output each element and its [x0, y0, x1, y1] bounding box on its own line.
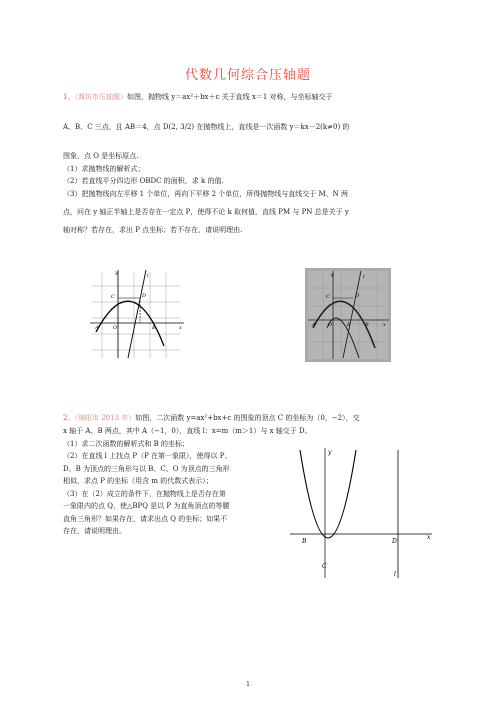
- fig3-label-x: x: [427, 534, 431, 541]
- fig2-label-a: A: [312, 322, 316, 328]
- problem-2-question-3d: 存在，请说明理由。: [63, 527, 126, 535]
- problem-1-number: 1、: [63, 93, 75, 101]
- fig2-label-c: C: [326, 294, 330, 300]
- problem-1-question-2: （2）若直线平分四边形 OBDC 的面积，求 k 的值.: [63, 177, 224, 185]
- fig1-label-y: y: [115, 270, 118, 276]
- problem-2-question-1: （1）求二次函数的解析式和 B 的坐标；: [63, 440, 190, 448]
- problem-1-line-2: A、B、C 三点，且 AB＝4，点 D(2, 3/2) 在抛物线上，直线是一次函数 y＝kx－2(k≠0) 的: [63, 123, 350, 131]
- fig1-label-o: O: [113, 325, 118, 331]
- problem-1-figure-a: [88, 268, 188, 360]
- problem-2-question-2b: D、B 为顶点的三角形与以 B、C、O 为顶点的三角形: [63, 465, 230, 473]
- parabola-curve: [96, 301, 164, 346]
- fig1-label-b: B: [152, 325, 156, 331]
- fig2-label-o: O: [328, 322, 333, 328]
- problem-2-question-3a: （3）在（2）成立的条件下，在抛物线上是否存在第: [63, 490, 226, 498]
- problem-1-question-1: （1）求抛物线的解析式；: [63, 165, 145, 173]
- problem-1-question-3a: （3）把抛物线向左平移 1 个单位，再向下平移 2 个单位，所得抛物线与直线交于 M、N 两: [63, 190, 349, 198]
- parabola-p2: [300, 450, 356, 538]
- problem-1-source: （潍坊市压轴题）: [74, 93, 127, 101]
- problem-2-text-1: 如图，二次函数 y=ax²+bx+c 的图象的顶点 C 的坐标为（0，−2），交: [135, 414, 360, 422]
- fig3-label-d: D: [392, 538, 397, 545]
- problem-2-number: 2、: [63, 414, 75, 422]
- fig3-label-y: y: [328, 449, 332, 456]
- problem-1-line-1: [63, 93, 333, 102]
- problem-2-question-3b: 一象限内的点 Q，使△BPQ 是以 P 为直角顶点的等腰: [63, 502, 230, 510]
- problem-2-question-2c: 相似，求点 P 的坐标（用含 m 的代数式表示）；: [63, 477, 213, 485]
- fig2-label-e: E: [347, 322, 351, 328]
- fig1-label-l: l: [147, 273, 149, 279]
- problem-1-line-3: 图象，点 O 是坐标原点.: [63, 152, 139, 160]
- fig2-label-l: l: [363, 274, 365, 280]
- problem-2-question-2a: （2）在直线 l 上找点 P（P 在第一象限），使得以 P、: [63, 452, 232, 460]
- line-l: [128, 270, 146, 358]
- fig1-label-x: x: [179, 325, 182, 331]
- fig3-label-b: B: [302, 538, 307, 545]
- page-number: 1: [246, 681, 250, 688]
- problem-2-figure: [288, 446, 436, 580]
- page-title: 代数几何综合压轴题: [184, 68, 311, 83]
- fig2-label-x: x: [383, 322, 386, 328]
- fig2-label-d: D: [355, 293, 360, 299]
- fig3-label-l: l: [394, 571, 396, 578]
- problem-2-line-1: [63, 414, 360, 423]
- problem-1-question-3c: 轴对称？若存在，求出 P 点坐标；若不存在，请说明理由.: [63, 226, 243, 234]
- fig2-label-y: y: [331, 272, 334, 278]
- fig1-label-c: C: [111, 294, 115, 300]
- problem-1-question-3b: 点，问在 y 轴正半轴上是否存在一定点 P，使得不论 k 取何值，直线 PM 与 PN 总是关于 y: [63, 208, 349, 216]
- problem-2-source: （绵阳市 2013 年）: [74, 414, 136, 422]
- problem-2-question-3c: 直角三角形？如果存在，请求出点 Q 的坐标；如果不: [63, 515, 228, 523]
- fig1-label-d: D: [142, 293, 147, 299]
- problem-2-line-2: x 轴于 A、B 两点，其中 A（−1，0），直线 l：x=m（m＞1）与 x 轴交于 D。: [63, 427, 312, 435]
- fig2-label-b: B: [365, 322, 369, 328]
- problem-1-figure-b: [305, 268, 391, 362]
- fig1-label-a: A: [95, 325, 99, 331]
- fig3-label-c: C: [322, 563, 327, 570]
- problem-1-text-1: 如图，抛物线 y＝ax²＋bx＋c 关于直线 x＝1 对称，与坐标轴交于: [126, 93, 333, 101]
